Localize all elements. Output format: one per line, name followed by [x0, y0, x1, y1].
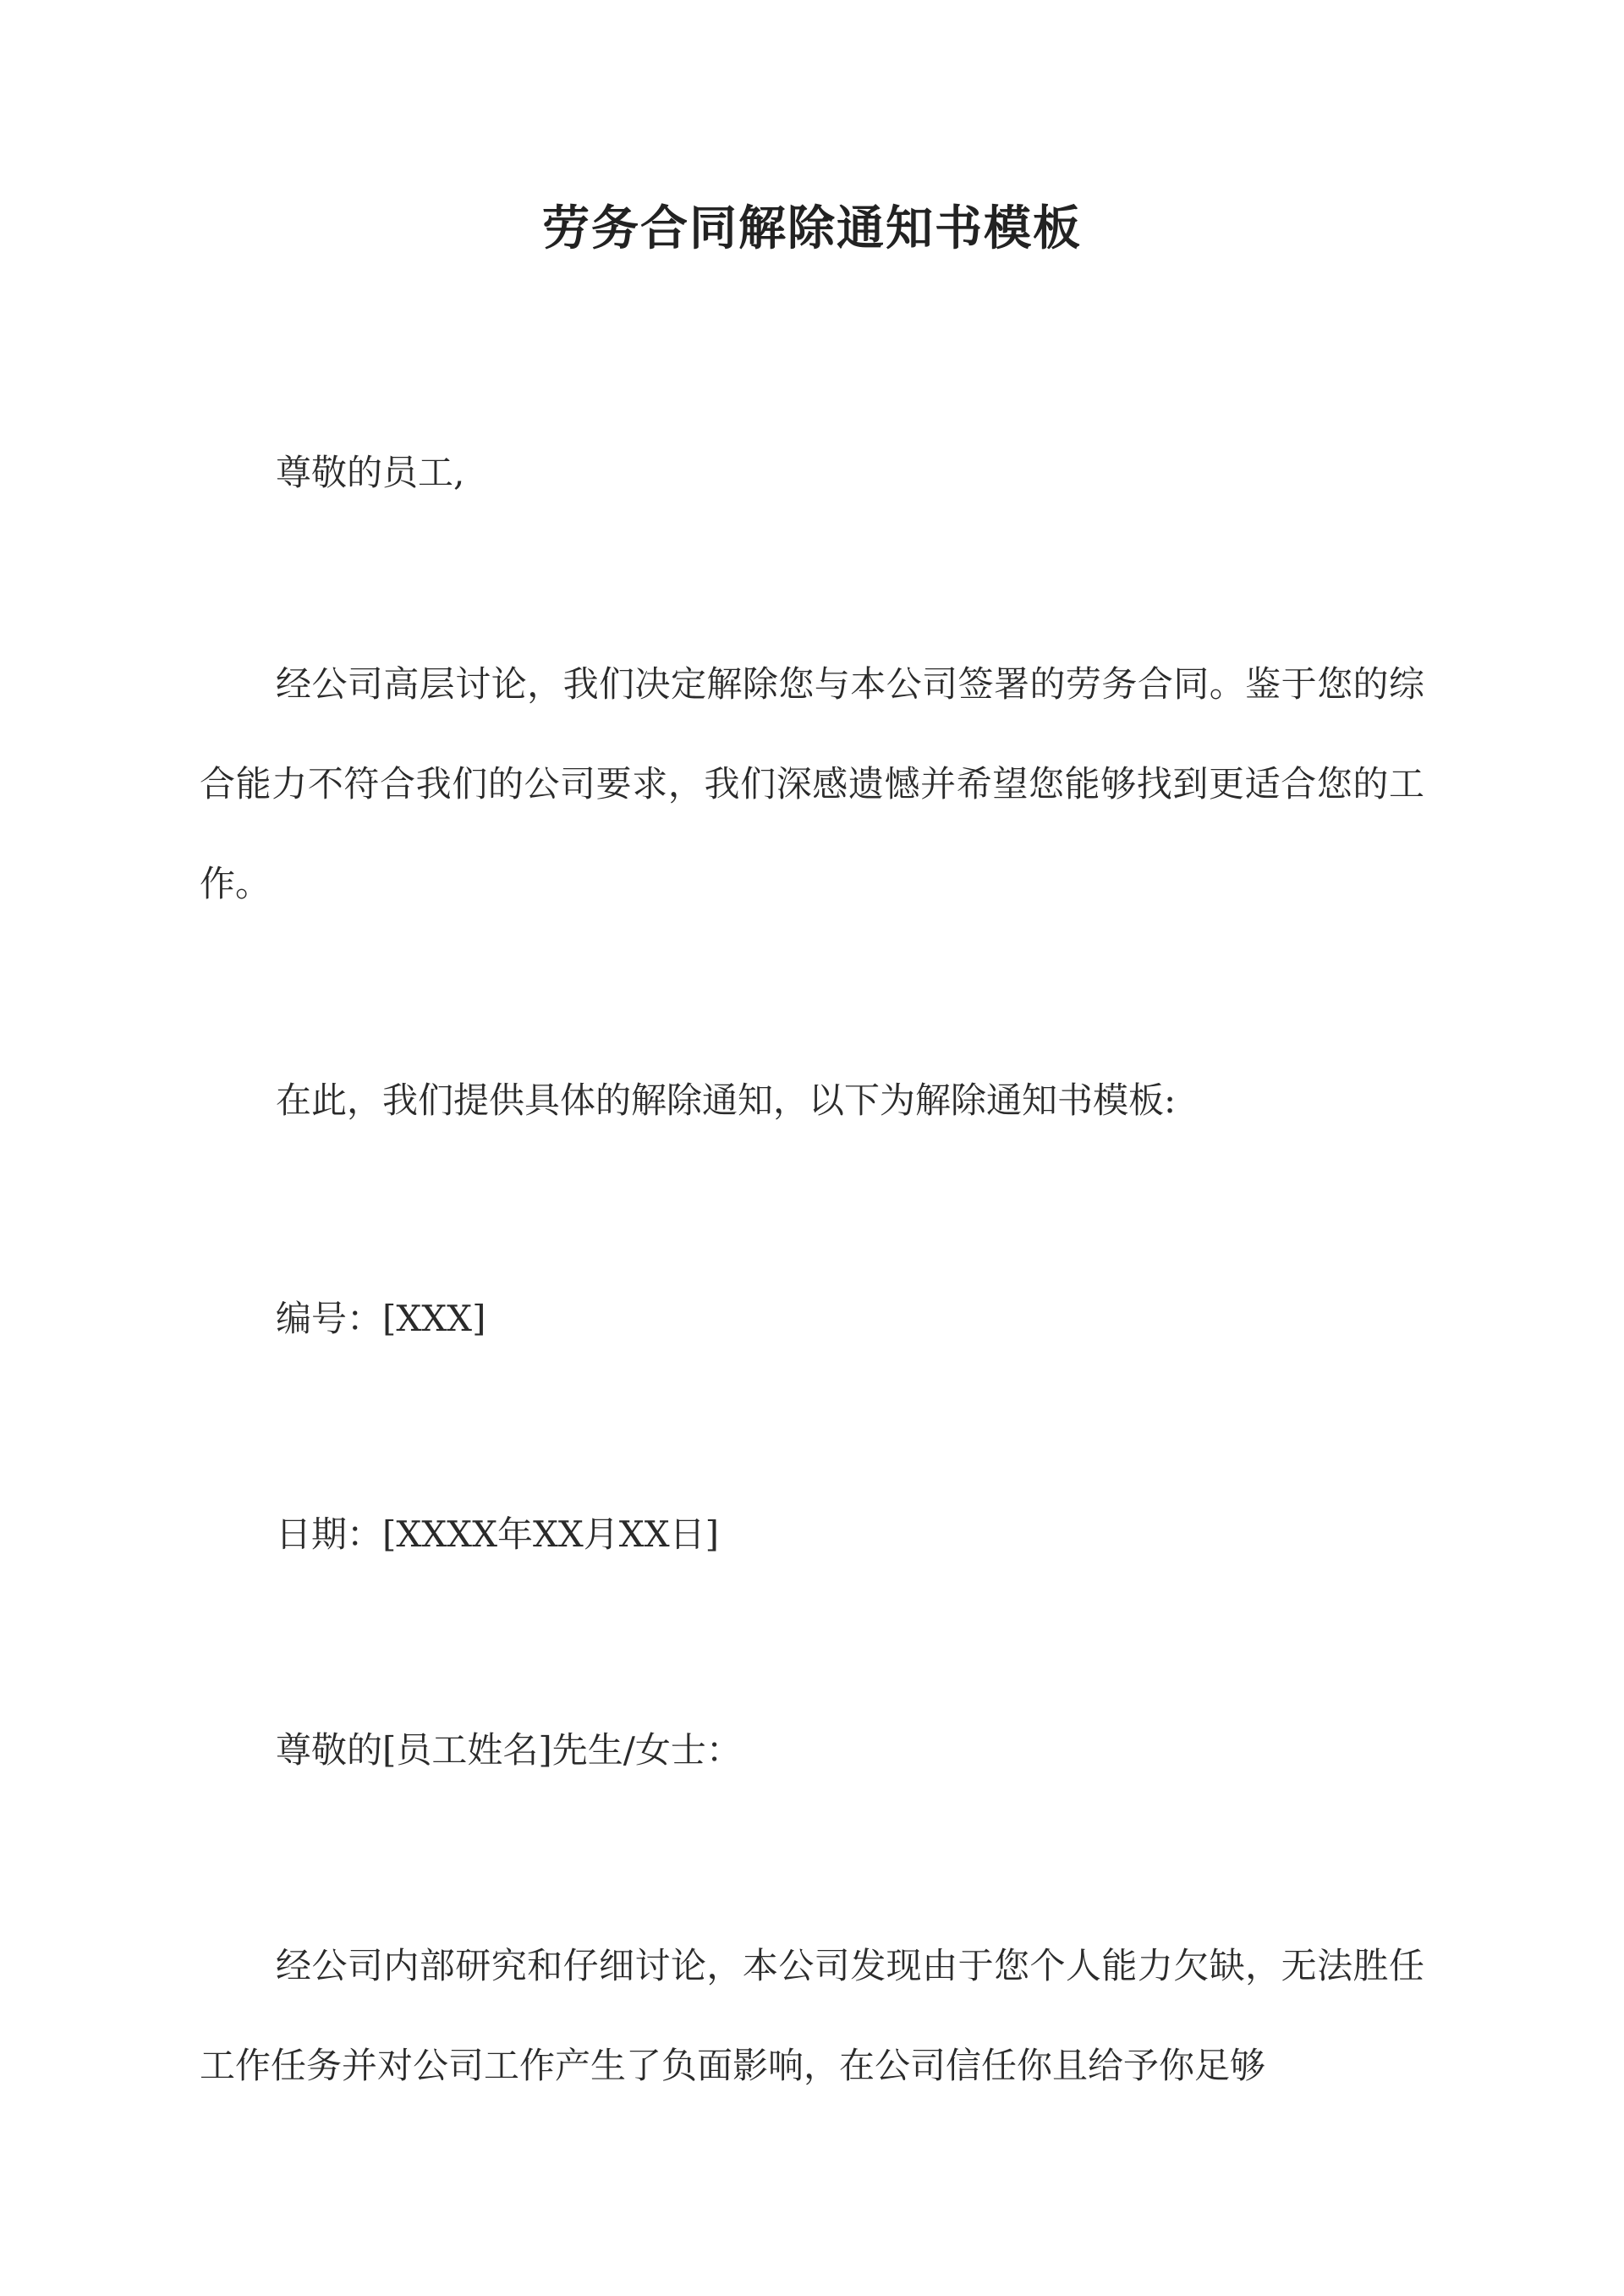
notice-number-line: 编号：[XXX] — [276, 1298, 486, 1339]
termination-reason-paragraph: 经公司高层讨论，我们决定解除您与本公司签署的劳务合同。鉴于您的综合能力不符合我们的公司要求，我们深感遗憾并希望您能够找到更适合您的工作。 — [200, 663, 1424, 904]
greeting-paragraph: 尊敬的员工, — [276, 452, 465, 493]
salutation-line: 尊敬的[员工姓名]先生/女士： — [276, 1729, 742, 1771]
template-intro-paragraph: 在此，我们提供具体的解除通知，以下为解除通知书模板: — [276, 1079, 1177, 1121]
document-title: 劳务合同解除通知书模板 — [542, 200, 1082, 256]
notice-date-line: 日期：[XXXX年XX月XX日] — [276, 1513, 719, 1555]
notice-body-paragraph: 经公司内部研究和仔细讨论，本公司发现由于您个人能力欠缺，无法胜任工作任务并对公司工作产生了负面影响，在公司信任你且给予你足够 — [200, 1945, 1424, 2086]
